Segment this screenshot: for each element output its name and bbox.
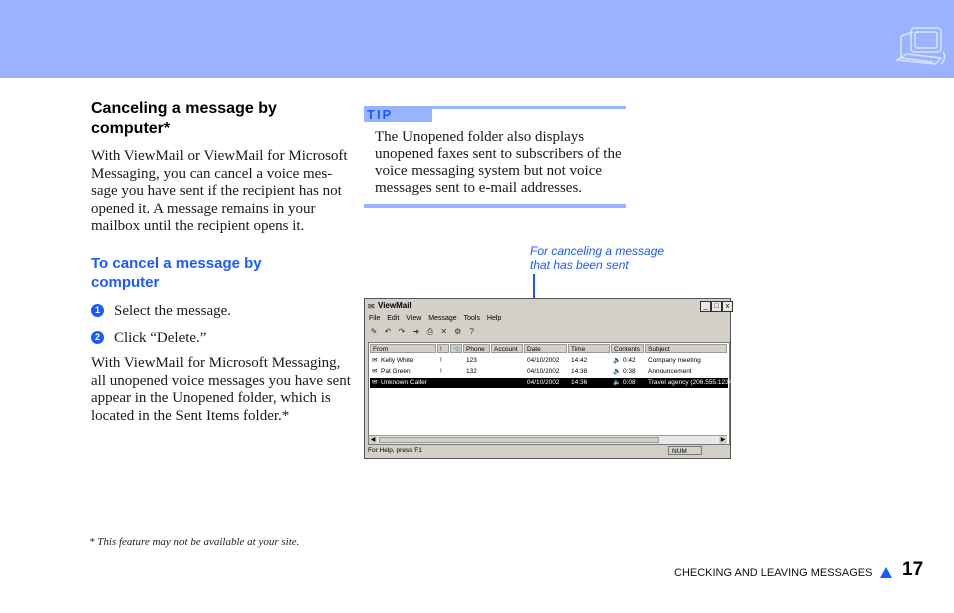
print-icon[interactable]: ⎙ xyxy=(426,327,434,336)
cell-subject: Announcement xyxy=(648,368,692,375)
maximize-button[interactable]: □ xyxy=(711,301,722,312)
step-text: Click “Delete.” xyxy=(114,330,207,346)
up-triangle-icon xyxy=(880,567,892,578)
cell-from: Unknown Caller xyxy=(381,379,427,386)
procedure-note: With ViewMail for Microsoft Messaging, all unopened voice messages you have sent appear in the Unopened folder, which is located in the Sent Items folder.* xyxy=(91,355,351,424)
new-message-icon[interactable]: ✎ xyxy=(370,327,378,336)
procedure-title: To cancel a message by computer xyxy=(91,255,262,291)
cell-phone: 123 xyxy=(466,357,477,364)
viewmail-window xyxy=(364,298,735,459)
speaker-icon: 🔈 xyxy=(613,357,622,364)
intro-paragraph: With ViewMail or ViewMail for Microsoft Messaging, you can cancel a voice mes-sage you have sent if the recipient has not opened it. A message remains in your mailbox until the recipient opens it. xyxy=(91,148,348,235)
column-subject[interactable]: Subject xyxy=(645,344,727,353)
cell-subject: Company meeting xyxy=(648,357,701,364)
reply-icon[interactable]: ↶ xyxy=(384,327,392,336)
close-button[interactable]: x xyxy=(722,301,733,312)
footnote: * This feature may not be available at your site. xyxy=(89,536,300,548)
column-priority[interactable]: ! xyxy=(437,344,449,353)
minimize-button[interactable]: _ xyxy=(700,301,711,312)
properties-icon[interactable]: ⚙ xyxy=(454,327,462,336)
tip-text: The Unopened folder also displays unopened faxes sent to subscribers of the voice messaging system but not voice messages sent to e-mail addresses. xyxy=(375,129,622,196)
reply-all-icon[interactable]: ↷ xyxy=(398,327,406,336)
column-date[interactable]: Date xyxy=(524,344,567,353)
page-number: 17 xyxy=(902,559,924,580)
column-account[interactable]: Account xyxy=(491,344,523,353)
scroll-right-icon[interactable]: ▶ xyxy=(720,437,726,443)
step-number: 2 xyxy=(91,331,104,344)
cell-time: 14:36 xyxy=(571,379,588,386)
cell-phone: 132 xyxy=(466,368,477,375)
speaker-icon: 🔈 xyxy=(613,368,622,375)
cell-date: 04/10/2002 xyxy=(527,368,560,375)
step-number: 1 xyxy=(91,304,104,317)
header-band xyxy=(0,0,954,78)
cell-date: 04/10/2002 xyxy=(527,357,560,364)
cell-from: Pat Green xyxy=(381,368,411,375)
toolbar xyxy=(369,327,489,339)
cell-priority: ! xyxy=(440,357,442,364)
menu-message[interactable]: Message xyxy=(428,315,457,322)
window-titlebar xyxy=(366,300,729,312)
menu-edit[interactable]: Edit xyxy=(387,315,400,322)
section-title: Canceling a message by computer* xyxy=(91,100,277,137)
menu-help[interactable]: Help xyxy=(486,315,502,322)
cell-time: 14:38 xyxy=(571,368,588,375)
callout-line-1: For canceling a message xyxy=(530,244,665,258)
paperclip-icon: 📎 xyxy=(453,346,462,353)
tip-label: TIP xyxy=(364,108,432,122)
table-row[interactable] xyxy=(370,367,728,377)
step-text: Select the message. xyxy=(114,303,232,319)
scroll-left-icon[interactable]: ◀ xyxy=(370,437,376,443)
column-attachment[interactable] xyxy=(450,344,462,353)
num-lock-indicator: NUM xyxy=(668,446,702,455)
tip-bottom-rule xyxy=(364,204,626,208)
scroll-thumb[interactable] xyxy=(379,437,659,443)
cell-contents: 0:08 xyxy=(623,379,636,386)
menu-tools[interactable]: Tools xyxy=(463,315,480,322)
callout-text xyxy=(530,244,664,272)
window-title: ViewMail xyxy=(378,301,412,310)
status-bar xyxy=(368,446,728,456)
envelope-icon: ✉ xyxy=(372,357,378,364)
computer-icon xyxy=(893,24,949,70)
cell-date: 04/10/2002 xyxy=(527,379,560,386)
table-row-selected[interactable] xyxy=(370,378,735,388)
envelope-icon: ✉ xyxy=(372,368,378,375)
delete-icon[interactable]: ✕ xyxy=(440,327,448,336)
menu-file[interactable]: File xyxy=(369,315,381,322)
column-from[interactable]: From xyxy=(370,344,436,353)
speaker-icon: 🔈 xyxy=(613,379,622,386)
cell-contents: 0:42 xyxy=(623,357,636,364)
column-phone[interactable]: Phone xyxy=(463,344,490,353)
cell-from: Kelly White xyxy=(381,357,414,364)
callout-line-2: that has been sent xyxy=(530,258,629,272)
cell-time: 14:42 xyxy=(571,357,588,364)
table-row[interactable] xyxy=(370,356,728,366)
menu-bar xyxy=(369,315,506,325)
app-icon: ✉ xyxy=(368,302,375,311)
status-text: For Help, press F1 xyxy=(368,447,422,454)
column-time[interactable]: Time xyxy=(568,344,610,353)
cell-subject: Travel agency (206.555.1234) xyxy=(648,379,735,386)
cell-priority: ! xyxy=(440,368,442,375)
cell-contents: 0:38 xyxy=(623,368,636,375)
footer-section-label: CHECKING AND LEAVING MESSAGES xyxy=(674,567,873,579)
column-contents[interactable]: Contents xyxy=(611,344,644,353)
menu-view[interactable]: View xyxy=(406,315,422,322)
envelope-icon: ✉ xyxy=(372,379,378,386)
help-icon[interactable]: ? xyxy=(469,327,474,336)
message-list xyxy=(368,342,735,445)
horizontal-scrollbar[interactable] xyxy=(369,435,727,444)
forward-icon[interactable]: ➜ xyxy=(412,327,420,336)
